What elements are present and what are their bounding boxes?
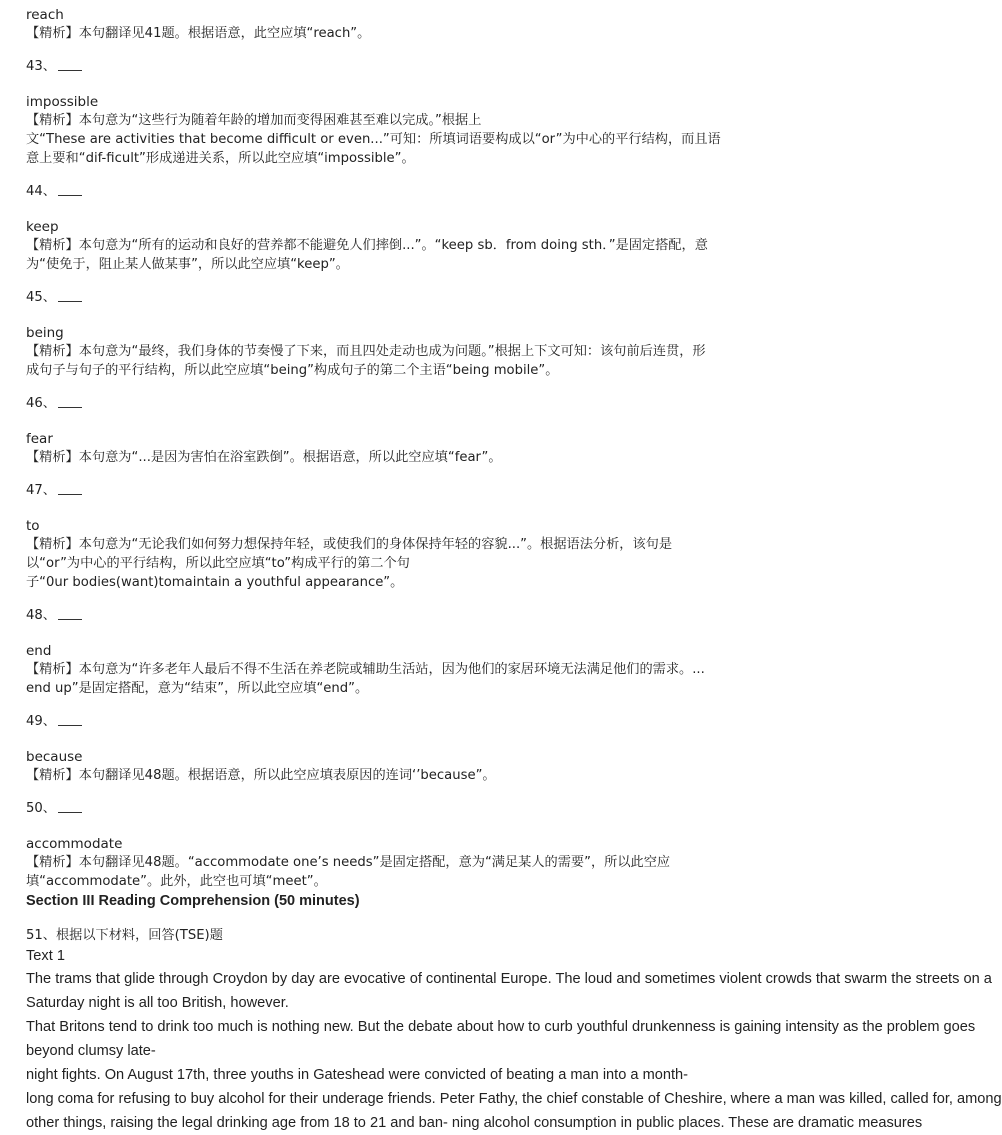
question-block <box>26 481 800 592</box>
passage-line: night fights. On August 17th, three youths in Gateshead were convicted of beating a man into a month- <box>26 1067 688 1083</box>
answer-blank <box>58 607 82 620</box>
question-51-label: 51、根据以下材料，回答(TSE)题 <box>26 928 223 943</box>
analysis-line: 【精析】本句意为“许多老年人最后不得不生活在养老院或辅助生活站，因为他们的家居环境无法满足他们的需求。... <box>26 662 705 677</box>
passage-line: That Britons tend to drink too much is nothing new. But the debate about how to curb youthful drunkenness is gaining intensity as the problem goes <box>26 1019 976 1035</box>
reading-passage <box>26 967 1002 1135</box>
analysis-line: 以“or”为中心的平行结构，所以此空应填“to”构成平行的第二个句 <box>26 556 410 571</box>
analysis-line: 【精析】本句意为“这些行为随着年龄的增加而变得困难甚至难以完成。”根据上 <box>26 113 482 128</box>
analysis-line: 【精析】本句翻译见48题。“accommodate one’s needs”是固定搭配，意为“满足某人的需要”，所以此空应 <box>26 855 671 870</box>
answer-word: being <box>26 325 64 341</box>
analysis-line: 【精析】本句意为“无论我们如何努力想保持年轻，或使我们的身体保持年轻的容貌...”。根据语法分析，该句是 <box>26 537 673 552</box>
passage-line: long coma for refusing to buy alcohol for their underage friends. Peter Fathy, the chief constable of Cheshire, where a man was killed, called for, among <box>26 1091 1002 1107</box>
question-number <box>26 182 800 201</box>
question-number <box>26 606 800 625</box>
passage-line: Saturday night is all too British, however. <box>26 995 289 1011</box>
analysis-line: 【精析】本句翻译见48题。根据语意，所以此空应填表原因的连词‘’because”。 <box>26 768 496 783</box>
text-label: Text 1 <box>26 948 65 964</box>
analysis-line: 【精析】本句意为“最终，我们身体的节奏慢了下来，而且四处走动也成为问题。”根据上下文可知：该句前后连贯，形 <box>26 344 706 359</box>
question-block <box>26 57 800 168</box>
section-title: Section III Reading Comprehension (50 minutes) <box>26 893 360 909</box>
question-number <box>26 57 800 76</box>
question-51-block <box>26 925 1002 1135</box>
question-block <box>26 182 800 274</box>
answer-word: end <box>26 643 52 659</box>
answer-word: because <box>26 749 83 765</box>
question-number <box>26 394 800 413</box>
question-list <box>26 57 800 891</box>
question-block <box>26 394 800 467</box>
question-label: 43、 <box>26 59 56 74</box>
analysis-line: 为“使免于，阻止某人做某事”，所以此空应填“keep”。 <box>26 257 349 272</box>
question-label: 50、 <box>26 801 56 816</box>
question-block <box>26 606 800 698</box>
answer-blank <box>58 395 82 408</box>
analysis-line: 意上要和“dif-ficult”形成递进关系，所以此空应填“impossible”。 <box>26 151 415 166</box>
question-block <box>26 799 800 891</box>
answer-blank <box>58 58 82 71</box>
analysis-line: 【精析】本句翻译见41题。根据语意，此空应填“reach”。 <box>26 26 371 41</box>
analysis-line: 成句子与句子的平行结构，所以此空应填“being”构成句子的第二个主语“being mobile”。 <box>26 363 559 378</box>
analysis-line: 【精析】本句意为“所有的运动和良好的营养都不能避免人们摔倒...”。“keep sb．from doing sth．”是固定搭配，意 <box>26 238 708 253</box>
answer-blank <box>58 289 82 302</box>
question-number <box>26 481 800 500</box>
question-label: 44、 <box>26 184 56 199</box>
answer-word: fear <box>26 431 53 447</box>
question-label: 46、 <box>26 396 56 411</box>
question-block <box>26 288 800 380</box>
analysis-line: 文“These are activities that become difficult or even...”可知：所填词语要构成以“or”为中心的平行结构，而且语 <box>26 132 721 147</box>
answer-word: keep <box>26 219 59 235</box>
question-label: 45、 <box>26 290 56 305</box>
answer-word: accommodate <box>26 836 123 852</box>
answer-blank <box>58 713 82 726</box>
document-page <box>26 6 1002 1135</box>
analysis-line: 【精析】本句意为“...是因为害怕在浴室跌倒”。根据语意，所以此空应填“fear”。 <box>26 450 502 465</box>
answer-blank <box>58 183 82 196</box>
analysis-line: 子“0ur bodies(want)tomaintain a youthful appearance”。 <box>26 575 404 590</box>
question-number <box>26 712 800 731</box>
question-label: 47、 <box>26 483 56 498</box>
passage-line: other things, raising the legal drinking age from 18 to 21 and ban- ning alcohol consumption in public places. These are dramatic measures <box>26 1115 923 1131</box>
analysis-line: 填“accommodate”。此外，此空也可填“meet”。 <box>26 874 327 889</box>
answer-word: impossible <box>26 94 99 110</box>
answer-blank <box>58 800 82 813</box>
answer-word: to <box>26 518 40 534</box>
analysis-line: end up”是固定搭配，意为“结束”，所以此空应填“end”。 <box>26 681 369 696</box>
question-label: 48、 <box>26 608 56 623</box>
answer-word: reach <box>26 7 64 23</box>
answer-blank <box>58 482 82 495</box>
question-block <box>26 712 800 785</box>
question-number <box>26 288 800 307</box>
question-number <box>26 799 800 818</box>
question-label: 49、 <box>26 714 56 729</box>
passage-line: The trams that glide through Croydon by day are evocative of continental Europe. The loud and sometimes violent crowds that swarm the streets on a <box>26 971 992 987</box>
passage-line: beyond clumsy late- <box>26 1043 156 1059</box>
question-42-block <box>26 6 800 43</box>
